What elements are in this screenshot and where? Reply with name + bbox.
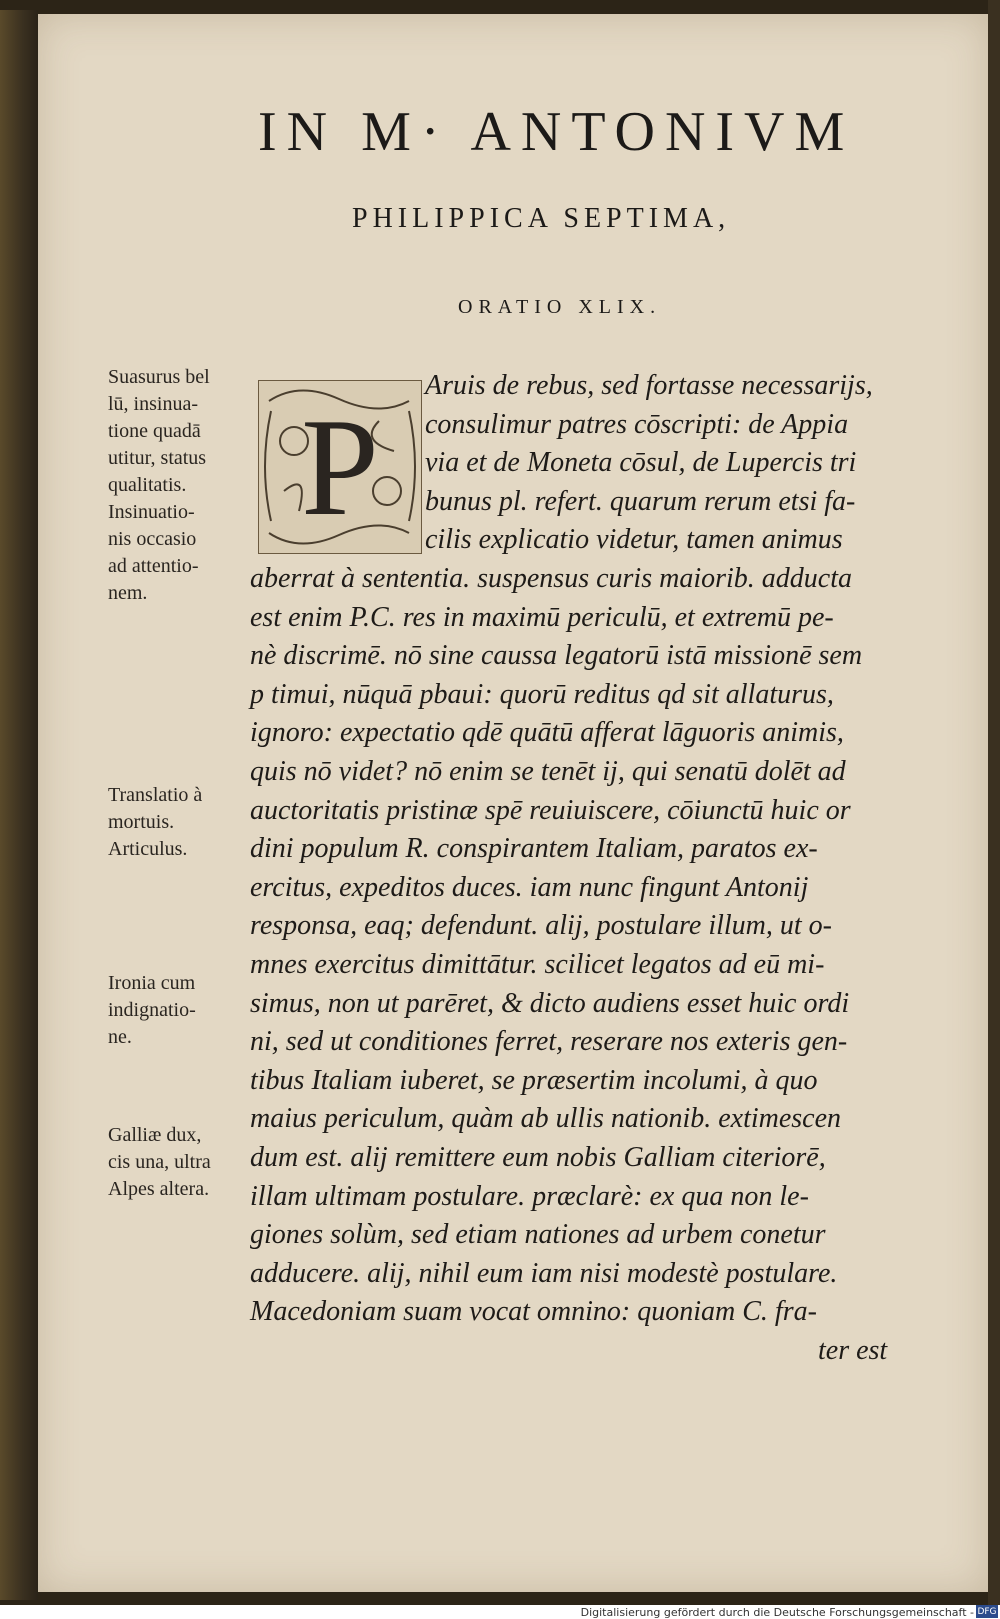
text-line: nè discrimē. nō sine caussa legatorū istā missionē sem: [250, 640, 863, 672]
text-line: p timui, nūquā pbaui: quorū reditus qd sit allaturus,: [250, 678, 834, 710]
margin-note-line: ne.: [108, 1026, 132, 1048]
margin-note-line: Insinuatio-: [108, 501, 195, 523]
text-line: est enim P.C. res in maximū periculū, et extremū pe-: [250, 601, 834, 633]
margin-note: [108, 364, 258, 607]
margin-note-line: Alpes altera.: [108, 1178, 210, 1200]
text-line: cilis explicatio videtur, tamen animus: [425, 524, 843, 556]
text-line: adducere. alij, nihil eum iam nisi modestè postulare.: [250, 1257, 838, 1289]
margin-note-line: qualitatis.: [108, 474, 187, 496]
text-line: consulimur patres cōscripti: de Appia: [425, 408, 849, 440]
text-line: bunus pl. refert. quarum rerum etsi fa-: [425, 485, 856, 517]
text-line: responsa, eaq; defendunt. alij, postulare illum, ut o-: [250, 910, 832, 942]
page-subtitle: PHILIPPICA SEPTIMA,: [352, 203, 731, 234]
text-line: quis nō videt? nō enim se tenēt ij, qui senatū dolēt ad: [250, 756, 846, 787]
text-line: Aruis de rebus, sed fortasse necessarijs,: [425, 370, 873, 401]
page-title: IN M· ANTONIVM: [258, 101, 855, 163]
margin-note-line: mortuis.: [108, 811, 175, 833]
margin-note: [108, 782, 258, 863]
funding-credit: Digitalisierung gefördert durch die Deutsche Forschungsgemeinschaft -: [580, 1606, 974, 1619]
text-line: aberrat à sententia. suspensus curis maiorib. adducta: [250, 563, 852, 594]
initial-letter: P: [301, 389, 379, 545]
text-line: auctoritatis pristinæ spē reuiuiscere, cōiunctū huic or: [250, 794, 851, 826]
margin-note-line: Suasurus bel: [108, 366, 210, 388]
margin-note: [108, 970, 258, 1051]
text-line: tibus Italiam iuberet, se præsertim incolumi, à quo: [250, 1064, 818, 1096]
margin-note-line: cis una, ultra: [108, 1151, 211, 1173]
text-line: dum est. alij remittere eum nobis Galliam citeriorē,: [250, 1142, 826, 1173]
margin-note-line: Galliæ dux,: [108, 1124, 202, 1146]
text-line: via et de Moneta cōsul, de Lupercis tri: [425, 447, 857, 479]
text-line: ter est: [818, 1335, 888, 1366]
text-line: simus, non ut parēret, & dicto audiens esset huic ordi: [250, 987, 850, 1019]
margin-note-line: Ironia cum: [108, 972, 196, 994]
margin-note: [108, 1122, 258, 1203]
text-line: ercitus, expeditos duces. iam nunc fingunt Antonij: [250, 871, 809, 903]
dfg-logo: DFG: [977, 1606, 997, 1617]
text-line: illam ultimam postulare. præclarè: ex qua non le-: [250, 1180, 809, 1212]
margin-note-line: tione quadā: [108, 420, 201, 442]
margin-note-line: nem.: [108, 582, 148, 604]
text-line: giones solùm, sed etiam nationes ad urbem conetur: [250, 1219, 826, 1251]
text-line: ignoro: expectatio qdē quātū afferat lāguoris animis,: [250, 717, 844, 749]
text-line: Macedoniam suam vocat omnino: quoniam C. fra-: [250, 1296, 817, 1328]
margin-note-line: Translatio à: [108, 784, 203, 806]
margin-note-line: Articulus.: [108, 838, 188, 860]
text-line: dini populum R. conspirantem Italiam, paratos ex-: [250, 833, 818, 865]
text-line: maius periculum, quàm ab ullis nationib. extimescen: [250, 1103, 842, 1135]
page-edge: [988, 0, 1000, 1605]
margin-note-line: indignatio-: [108, 999, 196, 1021]
margin-note-line: ad attentio-: [108, 555, 199, 577]
margin-note-line: utitur, status: [108, 447, 207, 469]
margin-note-line: lū, insinua-: [108, 393, 198, 415]
oratio-heading: ORATIO XLIX.: [458, 296, 662, 318]
book-gutter: [0, 10, 38, 1600]
margin-note-line: nis occasio: [108, 528, 197, 550]
decorated-initial: [258, 380, 422, 554]
text-line: mnes exercitus dimittātur. scilicet legatos ad eū mi-: [250, 949, 825, 980]
text-line: ni, sed ut conditiones ferret, reserare nos exteris gen-: [250, 1026, 848, 1058]
